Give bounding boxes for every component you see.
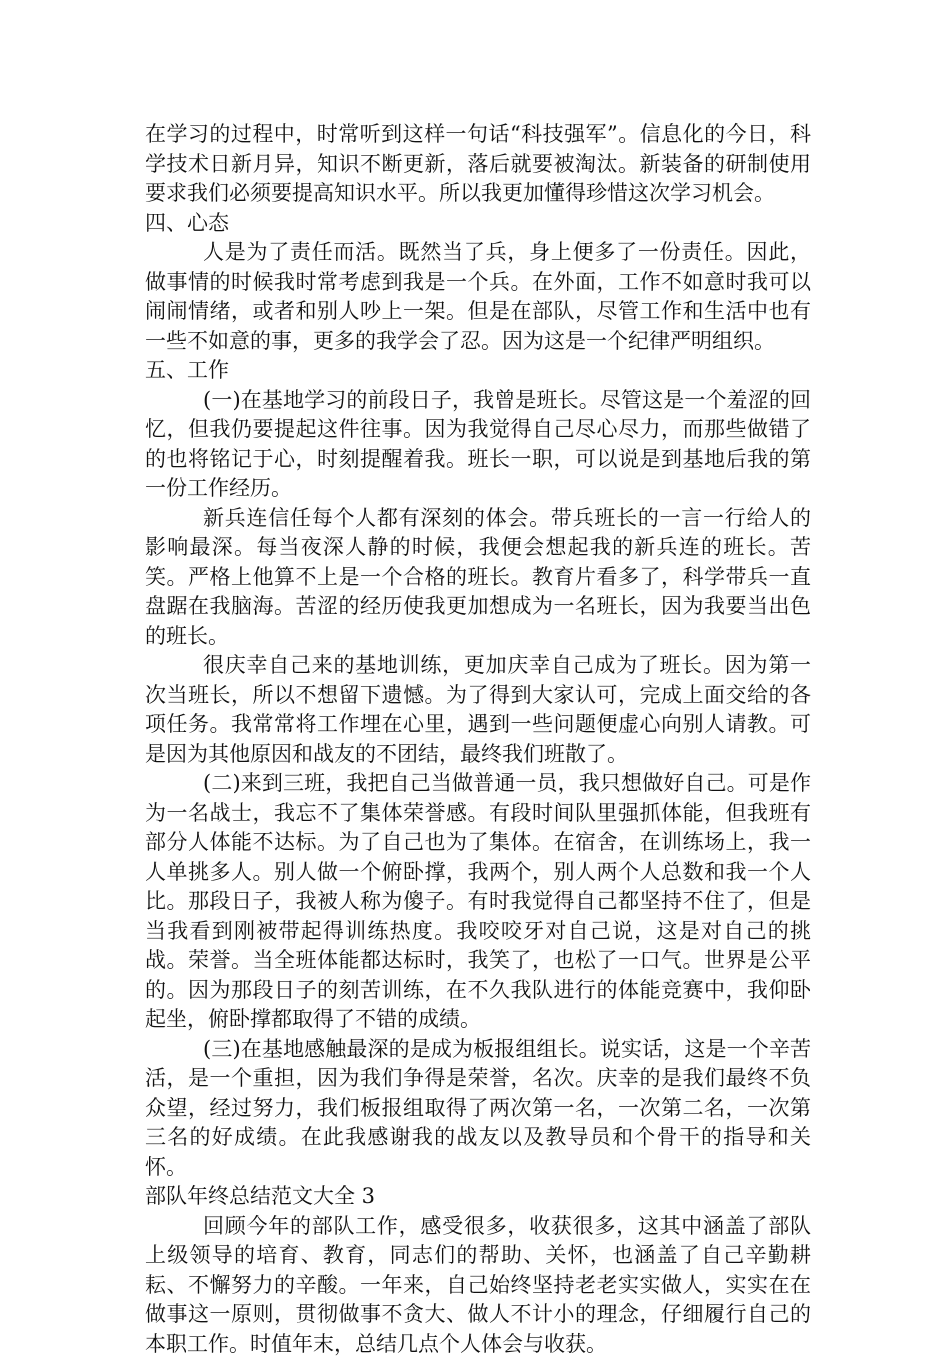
paragraph: (二)来到三班，我把自己当做普通一员，我只想做好自己。可是作为一名战士，我忘不了集体荣誉感。有段时间队里强抓体能，但我班有部分人体能不达标。为了自己也为了集体。在宿舍，在训练场上，我一人单挑多人。别人做一个俯卧撑，我两个，别人两个人总数和我一个人比。那段日子，我被人称为傻子。有时我觉得自己都坚持不住了，但是当我看到刚被带起得训练热度。我咬咬牙对自己说，这是对自己的挑战。荣誉。当全班体能都达标时，我笑了，也松了一口气。世界是公平的。因为那段日子的刻苦训练，在不久我队进行的体能竞赛中，我仰卧起坐，俯卧撑都取得了不错的成绩。 (145, 769, 811, 1035)
section-heading: 四、心态 (145, 209, 811, 239)
paragraph: 很庆幸自己来的基地训练，更加庆幸自己成为了班长。因为第一次当班长，所以不想留下遗憾。为了得到大家认可，完成上面交给的各项任务。我常常将工作埋在心里，遇到一些问题便虚心向别人请教。可是因为其他原因和战友的不团结，最终我们班散了。 (145, 651, 811, 769)
section-heading: 五、工作 (145, 356, 811, 386)
paragraph: 人是为了责任而活。既然当了兵，身上便多了一份责任。因此，做事情的时候我时常考虑到我是一个兵。在外面，工作不如意时我可以闹闹情绪，或者和别人吵上一架。但是在部队，尽管工作和生活中也有一些不如意的事，更多的我学会了忍。因为这是一个纪律严明组织。 (145, 238, 811, 356)
paragraph: 在学习的过程中，时常听到这样一句话“科技强军”。信息化的今日，科学技术日新月异，知识不断更新，落后就要被淘汰。新装备的研制使用要求我们必须要提高知识水平。所以我更加懂得珍惜这次学习机会。 (145, 120, 811, 209)
document-page (145, 120, 811, 1359)
paragraph: 新兵连信任每个人都有深刻的体会。带兵班长的一言一行给人的影响最深。每当夜深人静的时候，我便会想起我的新兵连的班长。苦笑。严格上他算不上是一个合格的班长。教育片看多了，科学带兵一直盘踞在我脑海。苦涩的经历使我更加想成为一名班长，因为我要当出色的班长。 (145, 504, 811, 652)
paragraph: (三)在基地感触最深的是成为板报组组长。说实话，这是一个辛苦活，是一个重担，因为我们争得是荣誉，名次。庆幸的是我们最终不负众望，经过努力，我们板报组取得了两次第一名，一次第二名，一次第三名的好成绩。在此我感谢我的战友以及教导员和个骨干的指导和关怀。 (145, 1035, 811, 1183)
article-title: 部队年终总结范文大全 3 (145, 1182, 811, 1212)
paragraph: (一)在基地学习的前段日子，我曾是班长。尽管这是一个羞涩的回忆，但我仍要提起这件往事。因为我觉得自己尽心尽力，而那些做错了的也将铭记于心，时刻提醒着我。班长一职，可以说是到基地后我的第一份工作经历。 (145, 386, 811, 504)
paragraph: 回顾今年的部队工作，感受很多，收获很多，这其中涵盖了部队上级领导的培育、教育，同志们的帮助、关怀，也涵盖了自己辛勤耕耘、不懈努力的辛酸。一年来，自己始终坚持老老实实做人，实实在在做事这一原则，贯彻做事不贪大、做人不计小的理念，仔细履行自己的本职工作。时值年末，总结几点个人体会与收获。 (145, 1212, 811, 1359)
